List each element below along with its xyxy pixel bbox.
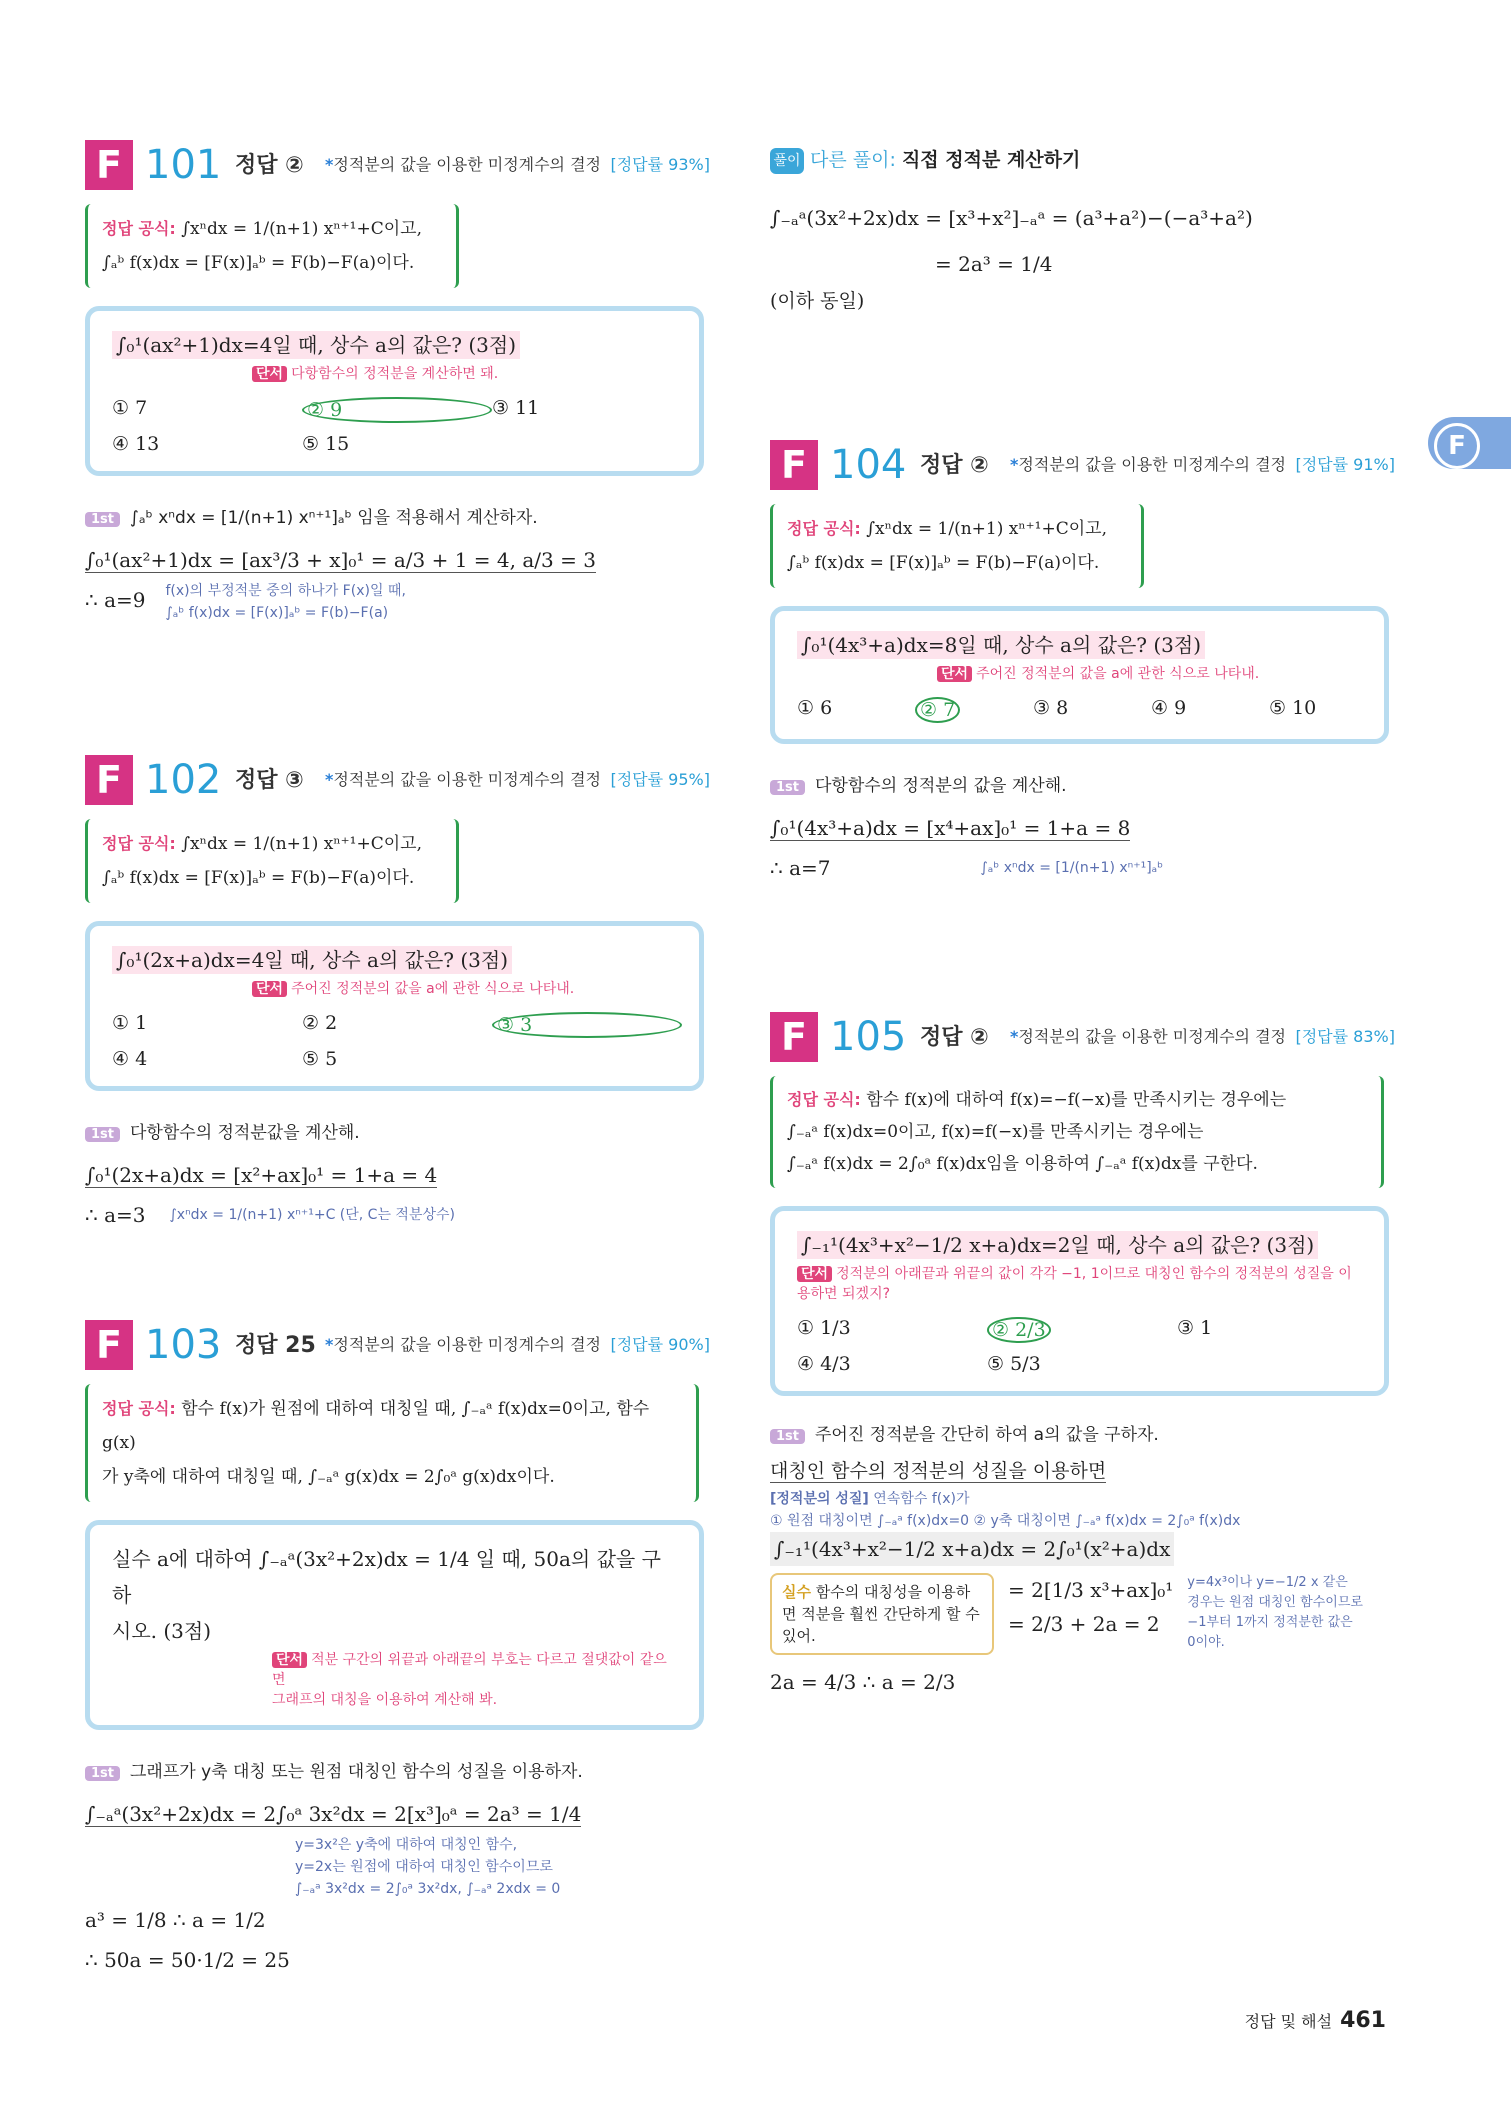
note: ∫xⁿdx = 1/(n+1) xⁿ⁺¹+C (단, C는 적분상수): [169, 1207, 455, 1223]
equation: = 2/3 + 2a = 2: [1008, 1612, 1160, 1636]
step-text: 주어진 정적분을 간단히 하여 a의 값을 구하자.: [815, 1425, 1159, 1445]
choices: [112, 1012, 677, 1070]
choice-4: ④ 4: [112, 1048, 148, 1070]
formula-line: 함수 f(x)가 원점에 대하여 대칭일 때, ∫₋ₐᵃ f(x)dx=0이고, 함수 g(x): [102, 1399, 650, 1453]
choice-5: ⑤ 10: [1269, 697, 1317, 719]
hint: 단서 정적분의 아래끝과 위끝의 값이 각각 −1, 1이므로 대칭인 함수의 정적분의 성질을 이용하면 되겠지?: [797, 1266, 1352, 1302]
equation-result: ∴ a=3: [85, 1203, 146, 1227]
problem-105: [770, 1012, 1395, 1699]
correct-rate: [정답률 90%]: [610, 1335, 710, 1354]
answer: 정답 ②: [235, 153, 304, 178]
tip-text: 함수의 대칭성을 이용하면 적분을 훨씬 간단하게 할 수 있어.: [782, 1583, 980, 1645]
alt-equation: ∫₋ₐᵃ(3x²+2x)dx = [x³+x²]₋ₐᵃ = (a³+a²)−(−a³+a²): [770, 205, 1253, 230]
choice-3: ③ 11: [492, 397, 540, 419]
topic: *정적분의 값을 이용한 미정계수의 결정: [1010, 1027, 1287, 1046]
question-box: [85, 306, 704, 476]
hint: 단서 다항함수의 정적분을 계산하면 돼.: [252, 363, 677, 383]
equation: ∫₀¹(4x³+a)dx = [x⁴+ax]₀¹ = 1+a = 8: [770, 816, 1131, 840]
solution: [85, 498, 710, 624]
problem-header: [85, 140, 710, 196]
solution: [85, 1752, 710, 1980]
question-box: [85, 1520, 704, 1730]
step-text: 다항함수의 정적분의 값을 계산해.: [815, 776, 1067, 796]
solution: [85, 1113, 710, 1235]
choice-2: ② 2: [302, 1012, 338, 1034]
question-text: 시오. (3점): [112, 1619, 212, 1643]
problem-header: [770, 440, 1395, 496]
note: ∫₋ₐᵃ 3x²dx = 2∫₀ᵃ 3x²dx, ∫₋ₐᵃ 2xdx = 0: [295, 1881, 561, 1897]
chapter-f-icon: F: [1434, 423, 1480, 469]
correct-rate: [정답률 83%]: [1295, 1027, 1395, 1046]
problem-number: 102: [145, 757, 222, 803]
problem-header: [85, 755, 710, 811]
topic: *정적분의 값을 이용한 미정계수의 결정: [325, 770, 602, 789]
note: y=2x는 원점에 대하여 대칭인 함수이므로: [295, 1859, 553, 1875]
choice-3: ③ 8: [1033, 697, 1069, 719]
formula-line: ∫ₐᵇ f(x)dx = [F(x)]ₐᵇ = F(b)−F(a)이다.: [102, 253, 415, 273]
note: y=4x³이나 y=−1/2 x 같은: [1187, 1575, 1348, 1590]
f-badge: F: [85, 140, 133, 190]
note: −1부터 1까지 정적분한 값은: [1187, 1615, 1353, 1630]
f-badge: F: [770, 440, 818, 490]
step-badge: 1st: [85, 1766, 120, 1781]
choices: [112, 397, 677, 455]
alt-header: [770, 145, 1395, 174]
question-box: [85, 921, 704, 1091]
formula-label: 정답 공식:: [787, 519, 861, 538]
correct-rate: [정답률 91%]: [1295, 455, 1395, 474]
problem-header: [770, 1012, 1395, 1068]
formula-line: 함수 f(x)에 대하여 f(x)=−f(−x)를 만족시키는 경우에는: [866, 1090, 1287, 1110]
answer: 정답 ②: [920, 453, 989, 478]
formula-label: 정답 공식:: [787, 1090, 861, 1109]
equation-result: 2a = 4/3 ∴ a = 2/3: [770, 1670, 956, 1694]
formula-box: [770, 1076, 1384, 1188]
equation: ∫₀¹(ax²+1)dx = [ax³/3 + x]₀¹ = a/3 + 1 = 4, a/3 = 3: [85, 548, 596, 572]
problem-number: 103: [145, 1322, 222, 1368]
choice-2-selected: ② 2/3: [987, 1317, 1051, 1343]
question-text: 실수 a에 대하여 ∫₋ₐᵃ(3x²+2x)dx = 1/4 일 때, 50a의 값을 구하: [112, 1547, 661, 1607]
alt-label: 다른 풀이:: [810, 149, 896, 171]
property-label: [정적분의 성질]: [770, 1491, 869, 1507]
formula-line: ∫xⁿdx = 1/(n+1) xⁿ⁺¹+C이고,: [181, 219, 422, 239]
formula-line: ∫ₐᵇ f(x)dx = [F(x)]ₐᵇ = F(b)−F(a)이다.: [787, 553, 1100, 573]
step-badge: 1st: [85, 512, 120, 527]
choice-5: ⑤ 5/3: [987, 1353, 1041, 1375]
choice-4: ④ 9: [1151, 697, 1187, 719]
hint: 단서 주어진 정적분의 값을 a에 관한 식으로 나타내.: [937, 663, 1362, 683]
alt-title: 직접 정적분 계산하기: [901, 149, 1081, 171]
choices: [797, 697, 1362, 723]
choice-1: ① 6: [797, 697, 833, 719]
note: 0이야.: [1187, 1635, 1225, 1650]
equation-result: ∴ 50a = 50·1/2 = 25: [85, 1948, 290, 1972]
choice-1: ① 1/3: [797, 1317, 851, 1339]
step-badge: 1st: [770, 1429, 805, 1444]
formula-line: 가 y축에 대하여 대칭일 때, ∫₋ₐᵃ g(x)dx = 2∫₀ᵃ g(x)dx이다.: [102, 1467, 555, 1487]
correct-rate: [정답률 95%]: [610, 770, 710, 789]
note: ∫ₐᵇ f(x)dx = [F(x)]ₐᵇ = F(b)−F(a): [165, 605, 389, 621]
equation: ∫₋₁¹(4x³+x²−1/2 x+a)dx = 2∫₀¹(x²+a)dx: [770, 1532, 1174, 1566]
choice-3: ③ 1: [1177, 1317, 1213, 1339]
problem-number: 104: [830, 442, 907, 488]
note: ∫ₐᵇ xⁿdx = [1/(n+1) xⁿ⁺¹]ₐᵇ: [980, 860, 1164, 876]
choice-4: ④ 4/3: [797, 1353, 851, 1375]
formula-label: 정답 공식:: [102, 1399, 176, 1418]
note: y=3x²은 y축에 대하여 대칭인 함수,: [295, 1837, 518, 1853]
topic: *정적분의 값을 이용한 미정계수의 결정: [325, 1335, 602, 1354]
step-badge: 1st: [85, 1127, 120, 1142]
alt-solution-icon: 풀이: [770, 148, 804, 174]
hint: 단서 주어진 정적분의 값을 a에 관한 식으로 나타내.: [252, 978, 677, 998]
choice-2-selected: ② 9: [302, 397, 492, 423]
formula-label: 정답 공식:: [102, 219, 176, 238]
alt-note: (이하 동일): [770, 289, 865, 312]
alternative-solution: [770, 145, 1395, 313]
property-detail: ① 원점 대칭이면 ∫₋ₐᵃ f(x)dx=0 ② y축 대칭이면 ∫₋ₐᵃ f(x)dx = 2∫₀ᵃ f(x)dx: [770, 1513, 1241, 1529]
solution: [770, 1418, 1395, 1699]
step-badge: 1st: [770, 780, 805, 795]
step-text: 그래프가 y축 대칭 또는 원점 대칭인 함수의 성질을 이용하자.: [130, 1762, 583, 1782]
choices: [797, 1317, 1362, 1375]
choice-5: ⑤ 15: [302, 433, 350, 455]
property-text: 연속함수 f(x)가: [873, 1491, 970, 1507]
choice-2-selected: ② 7: [915, 697, 960, 723]
choice-1: ① 1: [112, 1012, 148, 1034]
correct-rate: [정답률 93%]: [610, 155, 710, 174]
step-text: ∫ₐᵇ xⁿdx = [1/(n+1) xⁿ⁺¹]ₐᵇ 임을 적용해서 계산하자.: [130, 508, 538, 528]
topic: *정적분의 값을 이용한 미정계수의 결정: [1010, 455, 1287, 474]
footer-label: 정답 및 해설: [1244, 2012, 1333, 2031]
equation-result: ∴ a=7: [770, 856, 831, 880]
question-box: [770, 606, 1389, 744]
question-box: [770, 1206, 1389, 1396]
hint: 단서 적분 구간의 위끝과 아래끝의 부호는 다르고 절댓값이 같으면 그래프의 대칭을 이용하여 계산해 봐.: [272, 1652, 667, 1708]
chapter-side-tab: [1428, 417, 1511, 469]
choice-5: ⑤ 5: [302, 1048, 338, 1070]
formula-line: ∫xⁿdx = 1/(n+1) xⁿ⁺¹+C이고,: [866, 519, 1107, 539]
answer: 정답 ②: [920, 1025, 989, 1050]
equation: ∫₀¹(2x+a)dx = [x²+ax]₀¹ = 1+a = 4: [85, 1163, 438, 1187]
equation: a³ = 1/8 ∴ a = 1/2: [85, 1908, 266, 1932]
equation: = 2[1/3 x³+ax]₀¹: [1008, 1578, 1174, 1602]
problem-number: 101: [145, 142, 222, 188]
f-badge: F: [770, 1012, 818, 1062]
answer: 정답 ③: [235, 768, 304, 793]
question-text: ∫₋₁¹(4x³+x²−1/2 x+a)dx=2일 때, 상수 a의 값은? (3점): [797, 1231, 1318, 1259]
topic: *정적분의 값을 이용한 미정계수의 결정: [325, 155, 602, 174]
tip-box: [770, 1573, 994, 1655]
formula-line: ∫xⁿdx = 1/(n+1) xⁿ⁺¹+C이고,: [181, 834, 422, 854]
page-number: 461: [1340, 2008, 1386, 2033]
choice-4: ④ 13: [112, 433, 160, 455]
answer: 정답 25: [235, 1333, 316, 1358]
note: 경우는 원점 대칭인 함수이므로: [1187, 1595, 1363, 1610]
formula-box: [85, 204, 459, 288]
note: f(x)의 부정적분 중의 하나가 F(x)일 때,: [165, 583, 406, 599]
f-badge: F: [85, 755, 133, 805]
formula-line: ∫ₐᵇ f(x)dx = [F(x)]ₐᵇ = F(b)−F(a)이다.: [102, 868, 415, 888]
step-text: 다항함수의 정적분값을 계산해.: [130, 1123, 360, 1143]
formula-line: ∫₋ₐᵃ f(x)dx = 2∫₀ᵃ f(x)dx임을 이용하여 ∫₋ₐᵃ f(x)dx를 구한다.: [787, 1154, 1258, 1174]
f-badge: F: [85, 1320, 133, 1370]
problem-number: 105: [830, 1014, 907, 1060]
alt-equation: = 2a³ = 1/4: [935, 251, 1053, 276]
problem-header: [85, 1320, 710, 1376]
problem-102: [85, 755, 710, 1235]
question-text: ∫₀¹(2x+a)dx=4일 때, 상수 a의 값은? (3점): [112, 946, 512, 974]
problem-104: [770, 440, 1395, 888]
formula-label: 정답 공식:: [102, 834, 176, 853]
tip-icon: 실수: [782, 1583, 811, 1601]
page-footer: [1245, 2008, 1386, 2033]
formula-box: [770, 504, 1144, 588]
formula-box: [85, 819, 459, 903]
question-text: ∫₀¹(ax²+1)dx=4일 때, 상수 a의 값은? (3점): [112, 331, 520, 359]
equation-result: ∴ a=9: [85, 588, 146, 612]
solution-line: 대칭인 함수의 정적분의 성질을 이용하면: [770, 1460, 1107, 1482]
problem-101: [85, 140, 710, 624]
choice-3-selected: ③ 3: [492, 1012, 682, 1038]
problem-103: [85, 1320, 710, 1980]
solution: [770, 766, 1395, 888]
equation: ∫₋ₐᵃ(3x²+2x)dx = 2∫₀ᵃ 3x²dx = 2[x³]₀ᵃ = 2a³ = 1/4: [85, 1802, 582, 1826]
formula-line: ∫₋ₐᵃ f(x)dx=0이고, f(x)=f(−x)를 만족시키는 경우에는: [787, 1122, 1204, 1142]
question-text: ∫₀¹(4x³+a)dx=8일 때, 상수 a의 값은? (3점): [797, 631, 1205, 659]
choice-1: ① 7: [112, 397, 148, 419]
formula-box: [85, 1384, 699, 1502]
